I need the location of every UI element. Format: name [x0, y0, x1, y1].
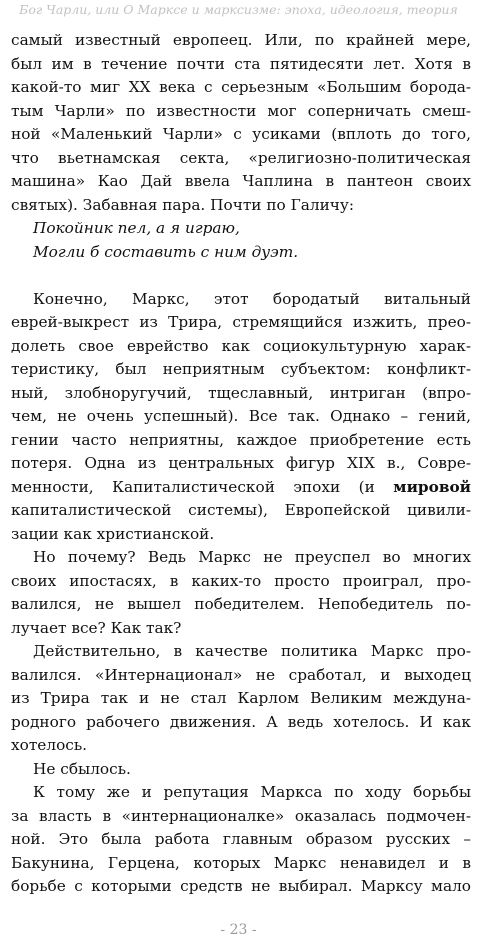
- text-line: теристику, был неприятным субъектом: конфликт-: [11, 360, 471, 378]
- text-line: машина» Као Дай ввела Чаплина в пантеон своих: [11, 172, 471, 190]
- text-line: менности, Капиталистической эпохи (и мировой: [11, 477, 471, 496]
- text-line: чем, не очень успешный). Все так. Однако – гений,: [11, 407, 471, 425]
- page-number: - 23 -: [220, 922, 257, 938]
- text-line: из Трира так и не стал Карлом Великим междуна-: [11, 689, 471, 707]
- text-line: родного рабочего движения. А ведь хотелось. И как: [11, 712, 471, 731]
- text-line: борьбе с которыми средств не выбирал. Марксу мало: [11, 877, 471, 895]
- text-line: Но почему? Ведь Маркс не преуспел во многих: [33, 548, 471, 566]
- poem-line: Покойник пел, а я играю,: [33, 219, 240, 237]
- text-line: за власть в «интернационалке» оказалась подмочен-: [11, 806, 471, 825]
- text-line: Действительно, в качестве политика Маркс про-: [33, 642, 471, 660]
- text-line: К тому же и репутация Маркса по ходу борьбы: [33, 783, 471, 801]
- text-line: тым Чарли» по известности мог соперничать смеш-: [11, 101, 471, 120]
- text-line: валился, не вышел победителем. Непобедитель по-: [11, 595, 471, 613]
- text-line: гении часто неприятны, каждое приобретение есть: [11, 430, 471, 449]
- text-line: долеть свое еврейство как социокультурную харак-: [11, 336, 471, 355]
- text-line: святых). Забавная пара. Почти по Галичу:: [11, 195, 355, 214]
- text-line: какой-то миг XX века с серьезным «Большим борода-: [11, 78, 471, 96]
- text-line: Конечно, Маркс, этот бородатый витальный: [33, 289, 471, 308]
- running-header: Бог Чарли, или О Марксе и марксизме: эпоха, идеология, теория: [19, 2, 458, 17]
- text-line: Бакунина, Герцена, которых Маркс ненавидел и в: [11, 853, 471, 872]
- text-line: хотелось.: [11, 736, 88, 754]
- text-line: ной. Это была работа главным образом русских –: [11, 830, 471, 848]
- text-line: зации как христианской.: [11, 524, 215, 543]
- text-line: был им в течение почти ста пятидесяти лет. Хотя в: [11, 54, 471, 73]
- bold-word: мировой: [393, 477, 471, 496]
- text-line: потеря. Одна из центральных фигур XIX в., Совре-: [11, 454, 471, 472]
- poem-line: Могли б составить с ним дуэт.: [33, 242, 299, 261]
- text-line: валился. «Интернационал» не сработал, и выходец: [11, 665, 471, 684]
- text-line: еврей-выкрест из Трира, стремящийся изжить, прео-: [11, 313, 471, 331]
- blank-line: [11, 264, 471, 288]
- body-text: [11, 29, 471, 899]
- text-line: Не сбылось.: [33, 759, 131, 778]
- text-line: капиталистической системы), Европейской цивили-: [11, 501, 471, 519]
- text-line: самый известный европеец. Или, по крайней мере,: [11, 31, 471, 49]
- text-line: что вьетнамская секта, «религиозно-политическая: [11, 148, 471, 167]
- text-line: ной «Маленький Чарли» с усиками (вплоть до того,: [11, 125, 471, 143]
- text-line: своих ипостасях, в каких-то просто проиграл, про-: [11, 571, 471, 590]
- text-line: ный, злобноругучий, тщеславный, интриган (впро-: [11, 383, 471, 402]
- text-line: лучает все? Как так?: [11, 618, 182, 637]
